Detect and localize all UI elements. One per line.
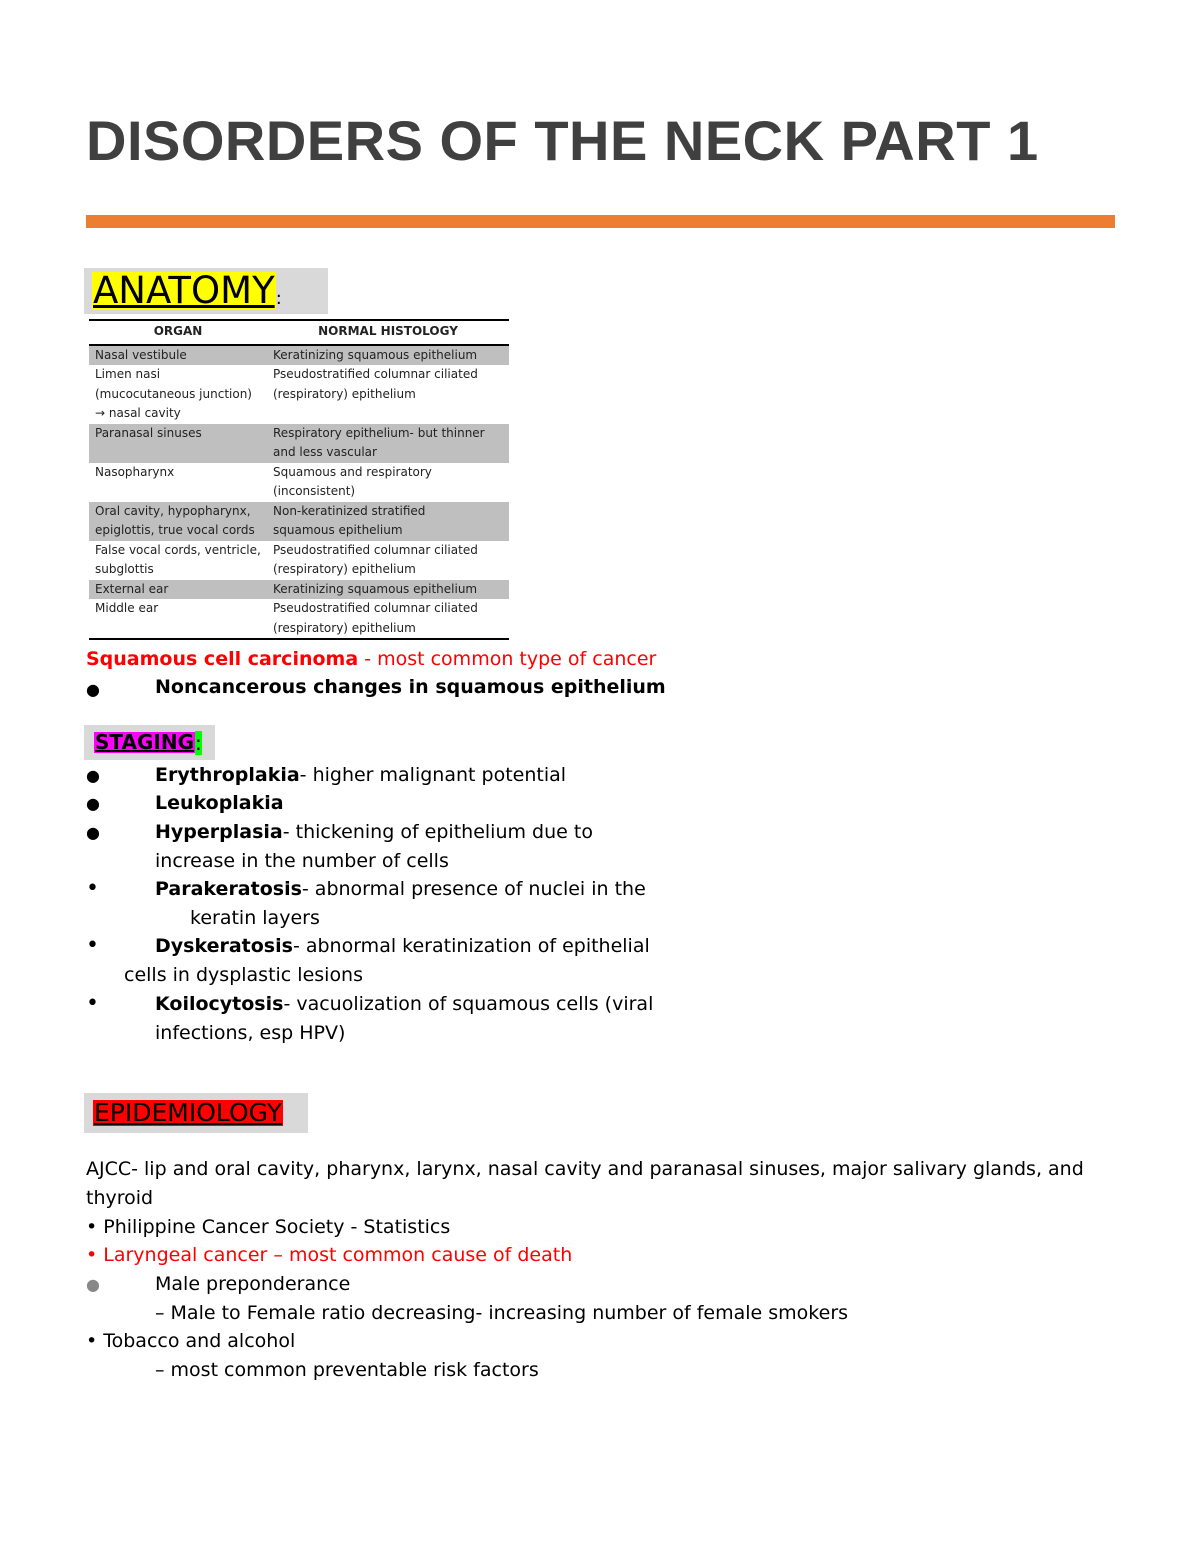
staging-item xyxy=(155,990,653,1019)
staging-item-continuation: keratin layers xyxy=(190,907,320,929)
table-row xyxy=(89,424,509,463)
bullet-icon: • xyxy=(86,876,99,901)
table-cell-histology: Keratinizing squamous epithelium xyxy=(267,580,509,600)
bullet-icon: ● xyxy=(86,680,100,699)
table-cell-organ: Nasal vestibule xyxy=(89,345,267,366)
anatomy-heading-colon: : xyxy=(275,287,282,309)
staging-item xyxy=(155,761,566,790)
table-cell-organ: Oral cavity, hypopharynx, epiglottis, true vocal cords xyxy=(89,502,267,541)
tobacco-line: • Tobacco and alcohol xyxy=(86,1330,296,1352)
male-sub-line: – Male to Female ratio decreasing- increasing number of female smokers xyxy=(155,1302,849,1324)
title-divider xyxy=(86,215,1115,228)
scc-bullet: Noncancerous changes in squamous epithelium xyxy=(155,676,666,698)
epidemiology-heading xyxy=(84,1093,308,1133)
table-header-organ: ORGAN xyxy=(89,320,267,345)
table-row xyxy=(89,345,509,366)
staging-heading xyxy=(84,725,215,760)
table-cell-histology: Pseudostratified columnar ciliated (respiratory) epithelium xyxy=(273,542,478,576)
table-cell-organ: Paranasal sinuses xyxy=(89,424,267,463)
staging-desc: - vacuolization of squamous cells (viral xyxy=(283,993,654,1015)
staging-item xyxy=(155,932,650,961)
staging-item xyxy=(155,818,593,847)
table-row xyxy=(89,463,509,502)
table-cell-organ: Middle ear xyxy=(89,599,267,639)
ajcc-line-1: AJCC- lip and oral cavity, pharynx, larynx, nasal cavity and paranasal sinuses, major salivary glands, and xyxy=(86,1158,1084,1180)
staging-term: Hyperplasia xyxy=(155,821,283,843)
staging-term: Parakeratosis xyxy=(155,878,302,900)
table-row xyxy=(89,502,509,541)
staging-item xyxy=(155,875,646,904)
male-line: Male preponderance xyxy=(155,1273,351,1295)
table-cell-organ: False vocal cords, ventricle, subglottis xyxy=(95,542,261,576)
pcs-line: • Philippine Cancer Society - Statistics xyxy=(86,1216,451,1238)
table-row xyxy=(89,365,509,424)
table-cell-organ: External ear xyxy=(89,580,267,600)
table-cell-histology: Respiratory epithelium- but thinner and less vascular xyxy=(267,424,509,463)
staging-item-continuation: infections, esp HPV) xyxy=(155,1022,346,1044)
page-title: DISORDERS OF THE NECK PART 1 xyxy=(86,109,1039,172)
table-row xyxy=(89,541,509,580)
staging-desc: - thickening of epithelium due to xyxy=(282,821,593,843)
staging-term: Leukoplakia xyxy=(155,792,284,814)
staging-heading-label: STAGING xyxy=(95,730,194,754)
table-row xyxy=(89,580,509,600)
anatomy-heading-label: ANATOMY xyxy=(93,268,275,312)
staging-item-continuation: cells in dysplastic lesions xyxy=(124,964,364,986)
bullet-icon: ● xyxy=(86,823,100,842)
table-row xyxy=(89,599,509,639)
staging-term: Dyskeratosis xyxy=(155,935,293,957)
table-cell-organ: Nasopharynx xyxy=(95,464,175,479)
table-cell-histology: Non-keratinized stratified squamous epithelium xyxy=(267,502,509,541)
table-cell-histology: Pseudostratified columnar ciliated (respiratory) epithelium xyxy=(273,367,478,401)
bullet-icon: ● xyxy=(86,766,100,785)
tobacco-sub-line: – most common preventable risk factors xyxy=(155,1359,539,1381)
bullet-icon: ● xyxy=(86,794,100,813)
staging-desc: - higher malignant potential xyxy=(299,764,567,786)
table-cell-histology: Squamous and respiratory (inconsistent) xyxy=(273,464,432,498)
bullet-icon: • xyxy=(86,991,99,1016)
staging-item xyxy=(155,789,284,818)
ajcc-line-2: thyroid xyxy=(86,1187,154,1209)
anatomy-heading xyxy=(84,268,328,314)
staging-desc: - abnormal keratinization of epithelial xyxy=(292,935,650,957)
bullet-icon: • xyxy=(86,933,99,958)
scc-line xyxy=(86,648,656,670)
table-header-histology: NORMAL HISTOLOGY xyxy=(267,320,509,345)
scc-term: Squamous cell carcinoma xyxy=(86,648,359,670)
table-cell-histology: Pseudostratified columnar ciliated (respiratory) epithelium xyxy=(267,599,509,639)
bullet-icon: ● xyxy=(86,1275,100,1294)
table-cell-histology: Keratinizing squamous epithelium xyxy=(267,345,509,366)
scc-desc: - most common type of cancer xyxy=(358,648,657,670)
histology-table xyxy=(89,319,509,640)
staging-desc: - abnormal presence of nuclei in the xyxy=(301,878,646,900)
epidemiology-heading-label: EPIDEMIOLOGY xyxy=(94,1097,283,1127)
staging-term: Koilocytosis xyxy=(155,993,284,1015)
laryngeal-line: • Laryngeal cancer – most common cause of death xyxy=(86,1244,573,1266)
staging-item-continuation: increase in the number of cells xyxy=(155,850,449,872)
staging-term: Erythroplakia xyxy=(155,764,300,786)
staging-heading-colon: : xyxy=(194,730,202,755)
table-cell-organ: Limen nasi (mucocutaneous junction) → nasal cavity xyxy=(95,367,252,420)
